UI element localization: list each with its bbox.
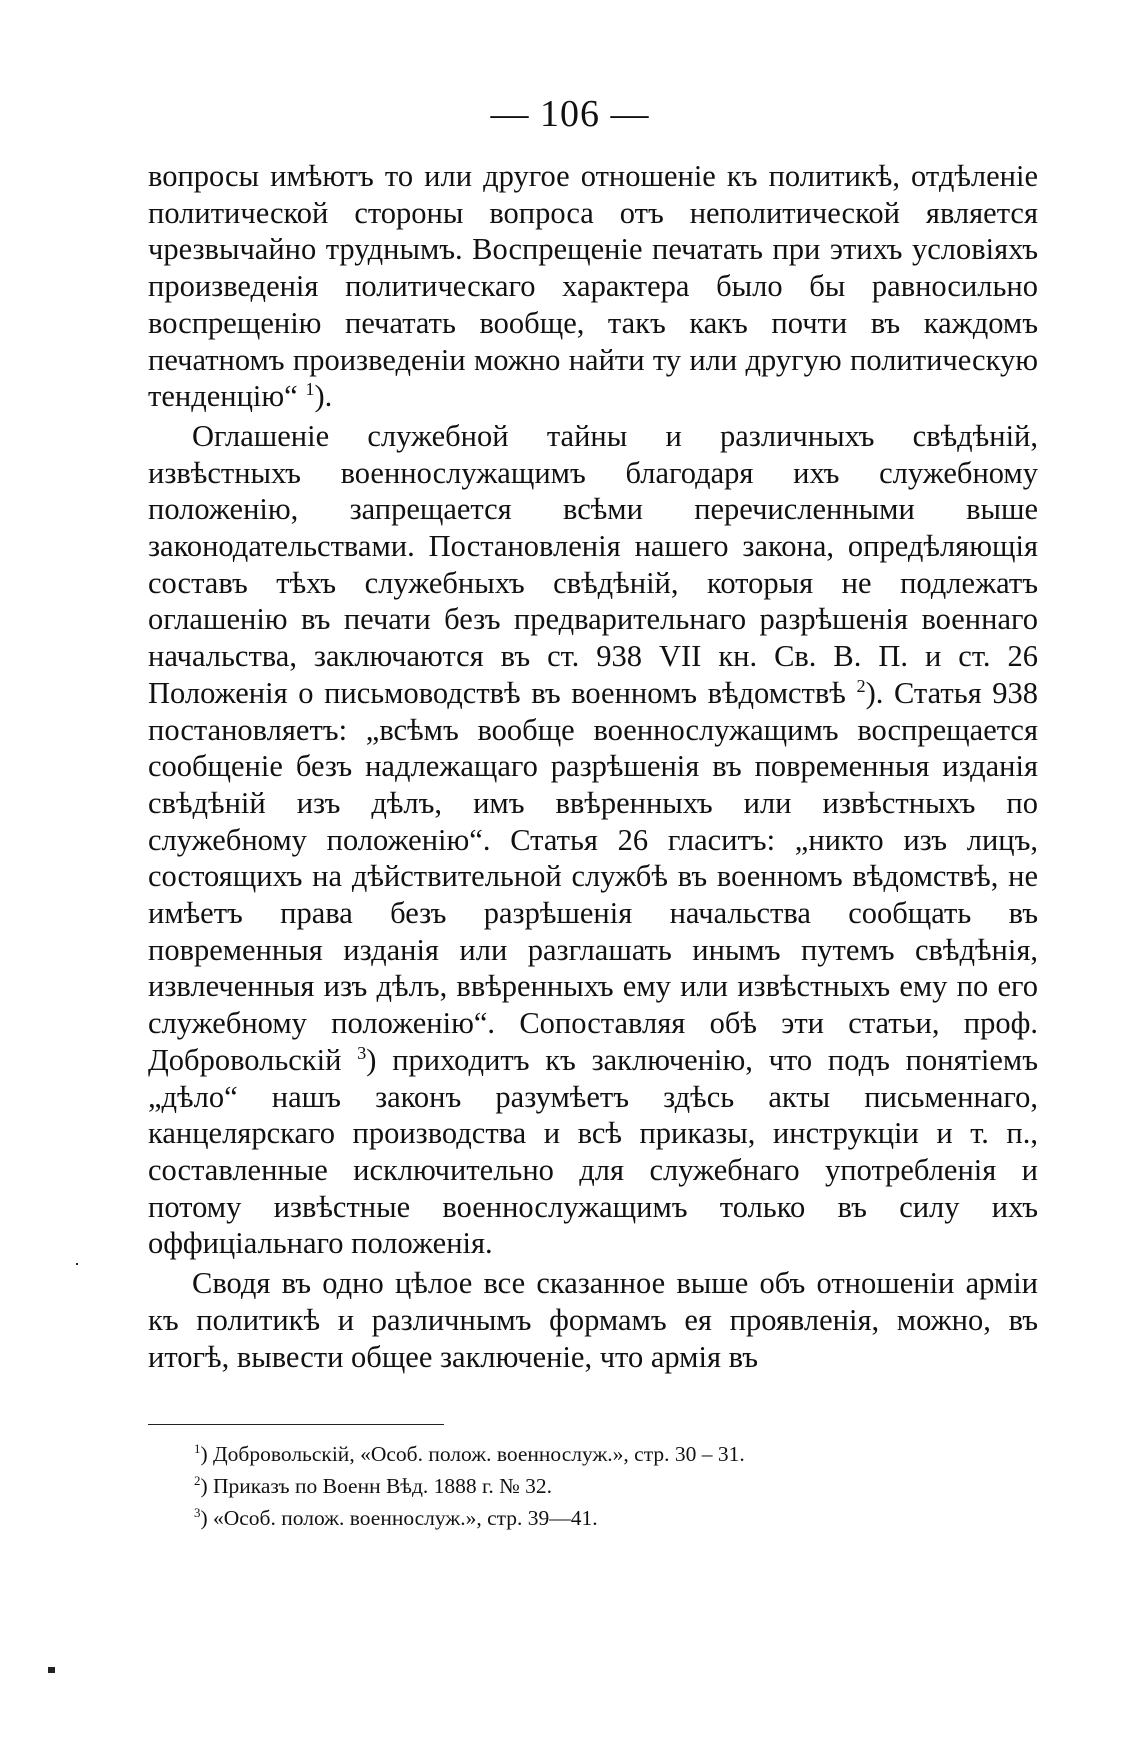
footnotes bbox=[194, 1438, 1014, 1534]
footnote-ref-1: 1 bbox=[305, 379, 315, 400]
ink-speck bbox=[76, 1263, 78, 1265]
footnote-2-text: ) Приказъ по Военн Вѣд. 1888 г. № 32. bbox=[200, 1474, 552, 1498]
footnote-3-text: ) «Особ. полож. военнослуж.», стр. 39—41. bbox=[200, 1506, 598, 1530]
paragraph-3 bbox=[148, 1265, 1038, 1375]
footnote-2 bbox=[194, 1470, 1014, 1502]
paragraph-2-text-b: ). Статья 938 постановляетъ: „всѣмъ вообще военнослужащимъ воспрещается сообщеніе безъ надлежащаго разрѣшенія въ повременныя изданія свѣдѣній изъ дѣлъ, имъ ввѣренныхъ или извѣстныхъ по служебному положенію“. Статья 26 гласитъ: „никто изъ лицъ, состоящихъ на дѣйствительной службѣ въ военномъ вѣдомствѣ, не имѣетъ права безъ разрѣшенія начальства сообщать въ повременныя изданія или разглашать инымъ путемъ свѣдѣнія, извлеченныя изъ дѣлъ, ввѣренныхъ ему или извѣстныхъ ему по его служебному положенію“. Сопоставляя обѣ эти статьи, проф. Добровольскій bbox=[148, 675, 1038, 1077]
footnote-1 bbox=[194, 1438, 1014, 1470]
footnote-marker-1: 1 bbox=[194, 1441, 201, 1456]
paragraph-1-tail: ). bbox=[314, 379, 333, 414]
footnote-ref-2: 2 bbox=[856, 675, 866, 696]
ink-speck bbox=[48, 1667, 55, 1673]
paragraph-1-text: вопросы имѣютъ то или другое отношеніе къ политикѣ, отдѣленіе политической стороны вопроса отъ неполитической является чрезвычайно труднымъ. Воспрещеніе печатать при этихъ условіяхъ произведенія политическаго характера было бы равносильно воспрещенію печатать вообще, такъ какъ почти въ каждомъ печатномъ произведеніи можно найти ту или другую политическую тенденцію“ bbox=[148, 159, 1038, 414]
paragraph-2 bbox=[148, 418, 1038, 1262]
footnote-3 bbox=[194, 1502, 1014, 1534]
footnote-divider bbox=[148, 1424, 444, 1425]
main-text bbox=[148, 158, 1038, 1375]
footnote-marker-2: 2 bbox=[194, 1473, 201, 1488]
paragraph-2-text-a: Оглашеніе служебной тайны и различныхъ свѣдѣній, извѣстныхъ военнослужащимъ благодаря ихъ служебному положенію, запрещается всѣми перечисленными выше законодательствами. Постановленія нашего закона, опредѣляющія составъ тѣхъ служебныхъ свѣдѣній, которыя не подлежатъ оглашенію въ печати безъ предварительнаго разрѣшенія военнаго начальства, заключаются въ ст. 938 VII кн. Св. В. П. и ст. 26 Положенія о письмоводствѣ въ военномъ вѣдомствѣ bbox=[148, 418, 1038, 710]
paragraph-1 bbox=[148, 158, 1038, 415]
paragraph-2-text-c: ) приходитъ къ заключенію, что подъ понятіемъ „дѣло“ нашъ законъ разумѣетъ здѣсь акты письменнаго, канцелярскаго производства и всѣ приказы, инструкціи и т. п., составленные исключительно для служебнаго употребленія и потому извѣстные военнослужащимъ только въ силу ихъ оффиціальнаго положенія. bbox=[148, 1042, 1038, 1261]
page-number: — 106 — bbox=[490, 93, 650, 135]
footnote-ref-3: 3 bbox=[357, 1042, 367, 1063]
paragraph-3-text: Сводя въ одно цѣлое все сказанное выше объ отношеніи арміи къ политикѣ и различнымъ формамъ ея проявленія, можно, въ итогѣ, вывести общее заключеніе, что армія въ bbox=[148, 1266, 1038, 1374]
footnote-marker-3: 3 bbox=[194, 1505, 201, 1520]
footnote-1-text: ) Добровольскій, «Особ. полож. военнослуж.», стр. 30 – 31. bbox=[200, 1442, 745, 1466]
